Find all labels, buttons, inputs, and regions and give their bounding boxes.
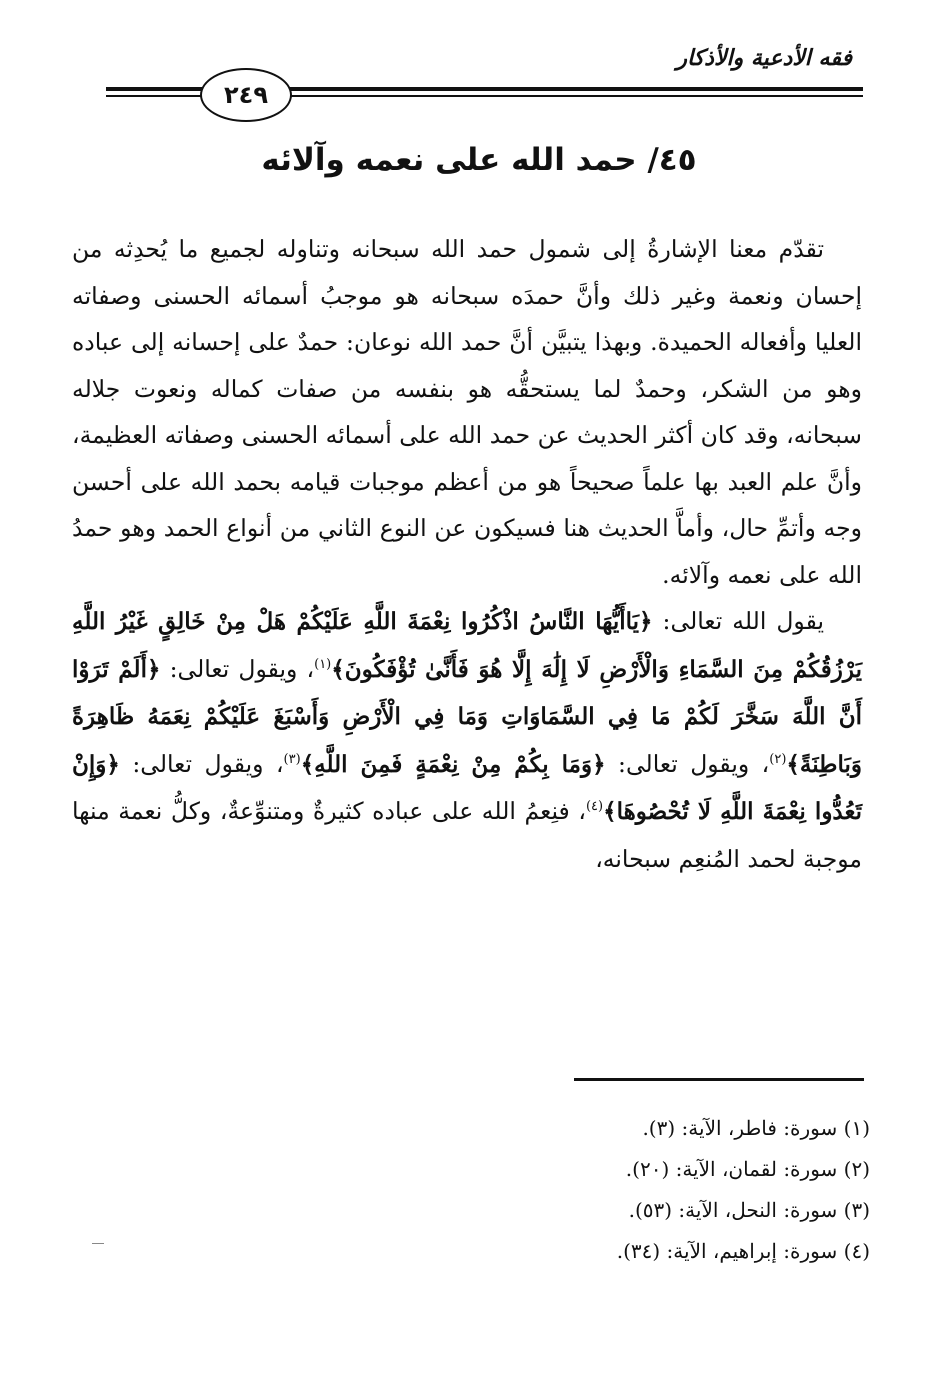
footnote-ref-1: (١)	[314, 656, 332, 672]
scan-mark	[92, 1243, 104, 1244]
quran-verse-1: ﴿يَاأَيُّهَا النَّاسُ اذْكُرُوا نِعْمَةَ اللَّهِ عَلَيْكُمْ هَلْ مِنْ خَالِقٍ غَيْرُ اللَّهِ يَرْزُقُكُمْ مِنَ السَّمَاءِ وَالْأَرْضِ لَا إِلَٰهَ إِلَّا هُوَ فَأَنَّىٰ تُؤْفَكُونَ﴾	[72, 608, 862, 683]
footnote-1: (١) سورة: فاطر، الآية: (٣).	[642, 1116, 870, 1140]
paragraph-1: تقدّم معنا الإشارةُ إلى شمول حمد الله سبحانه وتناوله لجميع ما يُحدِثه من إحسان ونعمة وغير ذلك وأنَّ حمدَه سبحانه هو موجبُ أسمائه الحسنى وصفاته العليا وأفعاله الحميدة. وبهذا يتبيَّن أنَّ حمد الله نوعان: حمدٌ على إحسانه إلى عباده وهو من الشكر، وحمدٌ لما يستحقُّه هو بنفسه من صفات كماله ونعوت جلاله سبحانه، وقد كان أكثر الحديث عن حمد الله على أسمائه الحسنى وصفاته العظيمة، وأنَّ علم العبد بها علماً صحيحاً هو من أعظم موجبات قيامه بحمد الله على أحسن وجه وأتمِّ حال، وأماَّ الحديث هنا فسيكون عن النوع الثاني من أنواع الحمد وهو حمدُ الله على نعمه وآلائه.	[72, 235, 862, 589]
footnote-ref-2: (٢)	[769, 751, 787, 767]
footnotes	[270, 1108, 870, 1272]
chapter-title: ٤٥/ حمد الله على نعمه وآلائه	[261, 142, 697, 178]
running-header-book-title: فقه الأدعية والأذكار	[676, 46, 852, 71]
paragraph-2-mid-2: ، ويقول تعالى:	[605, 749, 770, 778]
body-text	[72, 226, 862, 882]
page-number: ٢٤٩	[224, 81, 268, 109]
footnote-separator	[574, 1078, 864, 1081]
paragraph-2	[72, 598, 862, 882]
quran-verse-3: ﴿وَمَا بِكُمْ مِنْ نِعْمَةٍ فَمِنَ اللَّهِ﴾	[300, 750, 606, 778]
footnote-2: (٢) سورة: لقمان، الآية: (٢٠).	[625, 1157, 870, 1181]
footnote-3: (٣) سورة: النحل، الآية: (٥٣).	[628, 1198, 870, 1222]
paragraph-2-intro: يقول الله تعالى:	[652, 607, 824, 635]
paragraph-2-mid-3: ، ويقول تعالى:	[119, 749, 284, 778]
paragraph-2-end: ، فنِعمُ الله على عباده كثيرةٌ ومتنوِّعةٌ، وكلُّ نعمة منها موجبة لحمد المُنعِم سبحانه،	[72, 797, 862, 873]
quran-verse-2: ﴿أَلَمْ تَرَوْا أَنَّ اللَّهَ سَخَّرَ لَكُمْ مَا فِي السَّمَاوَاتِ وَمَا فِي الْأَرْضِ وَأَسْبَغَ عَلَيْكُمْ نِعَمَهُ ظَاهِرَةً وَبَاطِنَةً﴾	[72, 655, 862, 778]
footnote-4: (٤) سورة: إبراهيم، الآية: (٣٤).	[616, 1239, 870, 1263]
footnote-ref-3: (٣)	[283, 751, 301, 767]
quran-verse-4: ﴿وَإِنْ تَعُدُّوا نِعْمَةَ اللَّهِ لَا تُحْصُوهَا﴾	[72, 750, 862, 825]
footnote-ref-4: (٤)	[585, 799, 604, 815]
paragraph-2-mid-1: ، ويقول تعالى:	[160, 654, 315, 683]
page-number-oval	[200, 68, 292, 122]
